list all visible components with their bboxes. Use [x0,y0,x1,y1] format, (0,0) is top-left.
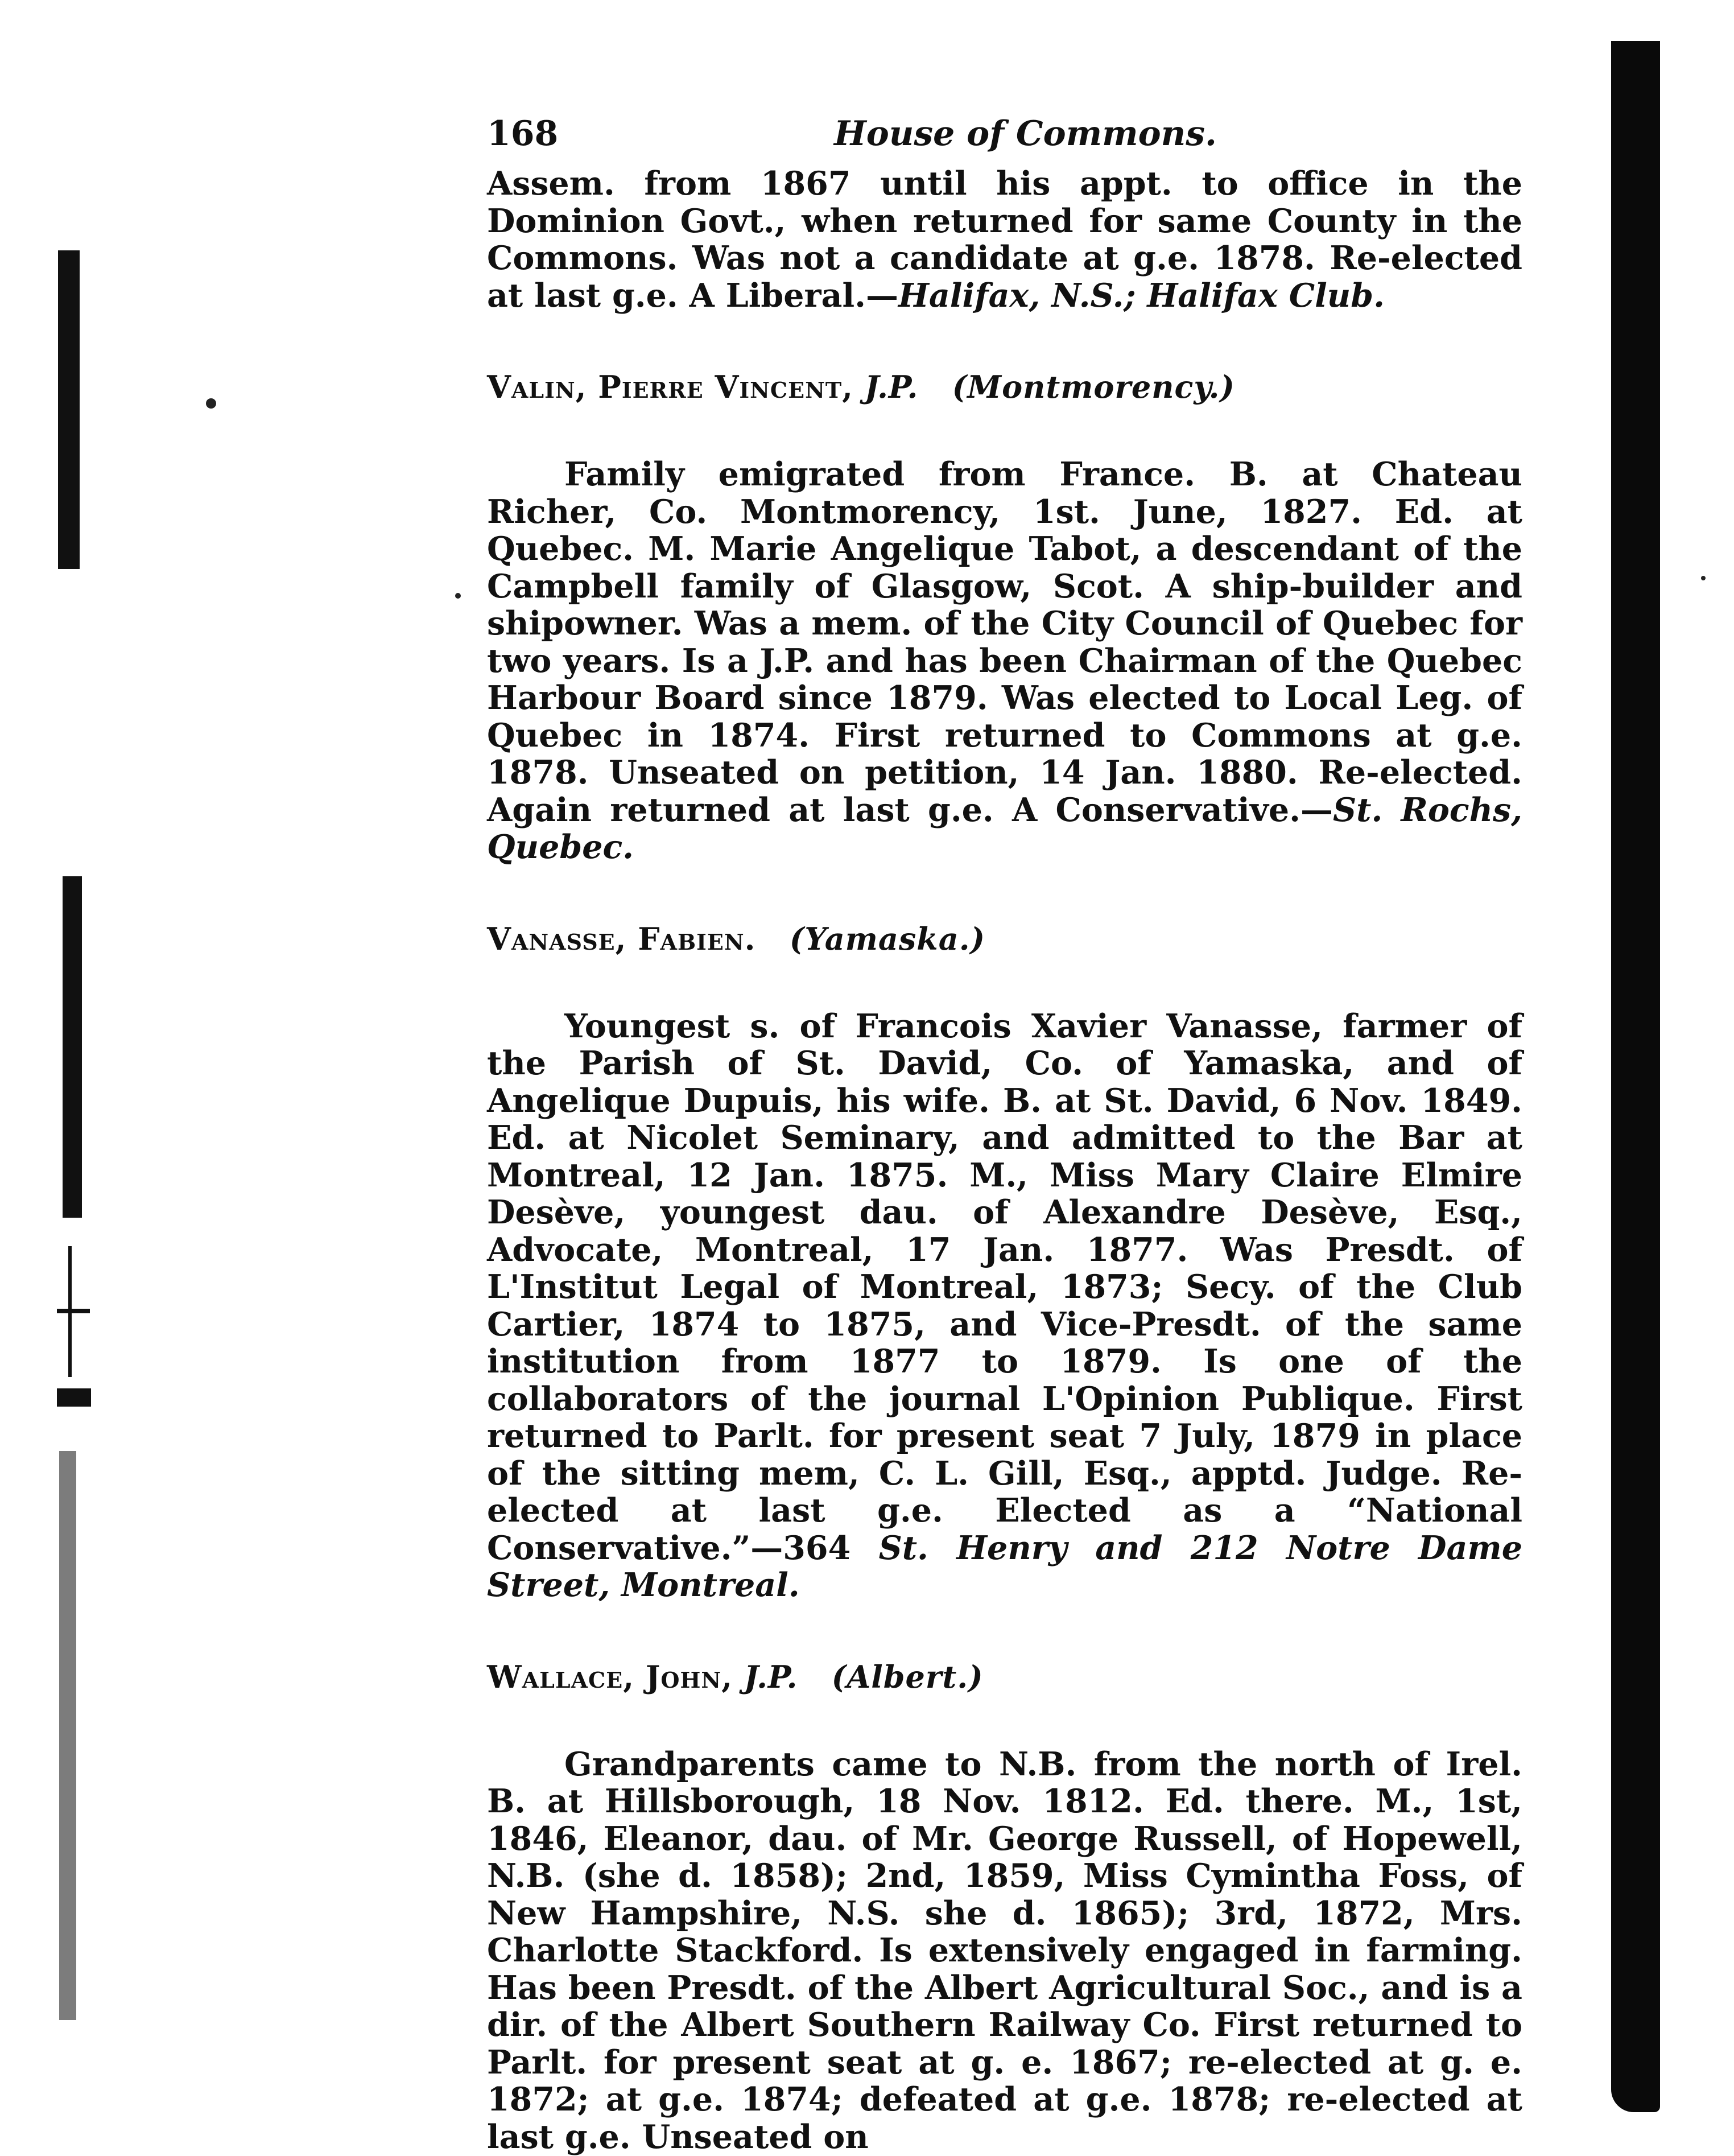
member-title: J.P. [744,1658,798,1695]
biography-address: St. Henry and 212 Notre Dame Street, Montreal. [487,1528,1522,1604]
scan-mark-left-4 [57,1309,90,1313]
scan-border-right [1611,41,1660,2112]
constituency: (Albert.) [831,1658,984,1695]
biography-text: Family emigrated from France. B. at Chateau Richer, Co. Montmorency, 1st. June, 1827. Ed. at Quebec. M. Marie Angelique Tabot, a descendant of the Campbell family of Glasgow, Scot. A ship-builder and shipowner. Was a mem. of the City Council of Quebec for two years. Is a J.P. and has been Chairman of the Quebec Harbour Board since 1879. Was elected to Local Leg. of Quebec in 1874. First returned to Commons at g.e. 1878. Unseated on petition, 14 Jan. 1880. Re-elected. Again returned at last g.e. A Conservative.— [487,455,1522,829]
continuation-address: Halifax, N.S.; Halifax Club. [898,276,1385,315]
member-name: Valin, Pierre Vincent, [487,369,853,405]
biography-text: Youngest s. of Francois Xavier Vanasse, farmer of the Parish of St. David, Co. of Yamaska, and of Angelique Dupuis, his wife. B. at St. David, 6 Nov. 1849. Ed. at Nicolet Seminary, and admitted to the Bar at Montreal, 12 Jan. 1875. M., Miss Mary Claire Elmire Desève, youngest dau. of Alexandre Desève, Esq., Advocate, Montreal, 17 Jan. 1877. Was Presdt. of L'Institut Legal of Montreal, 1873; Secy. of the Club Cartier, 1874 to 1875, and Vice-Presdt. of the same institution from 1877 to 1879. Is one of the collaborators of the journal L'Opinion Publique. First returned to Parlt. for present seat 7 July, 1879 in place of the sitting mem, C. L. Gill, Esq., apptd. Judge. Re-elected at last g.e. Elected as a “National Conservative.”—364 [487,1007,1522,1567]
page-content [487,114,1522,2155]
scan-speck-3 [1701,576,1706,580]
scan-mark-left-2 [63,876,82,1218]
biography-address: St. Rochs, Quebec. [487,790,1522,866]
continuation-paragraph [487,165,1522,314]
biography-text: Grandparents came to N.B. from the north of Irel. B. at Hillsborough, 18 Nov. 1812. Ed. there. M., 1st, 1846, Eleanor, dau. of Mr. George Russell, of Hopewell, N.B. (she d. 1858); 2nd, 1859, Miss Cymintha Foss, of New Hampshire, N.S. she d. 1865); 3rd, 1872, Mrs. Charlotte Stackford. Is extensively engaged in farming. Has been Presdt. of the Albert Agricultural Soc., and is a dir. of the Albert Southern Railway Co. First returned to Parlt. for present seat at g. e. 1867; re-elected at g. e. 1872; at g.e. 1874; defeated at g.e. 1878; re-elected at last g.e. Unseated on [487,1745,1522,2156]
running-head-title: House of Commons. [834,114,1217,154]
entry-biography [487,1746,1522,2156]
running-head [487,114,1522,165]
entry-biography [487,1008,1522,1604]
scan-speck-2 [455,593,461,599]
continuation-text: Assem. from 1867 until his appt. to office in the Dominion Govt., when returned for same County in the Commons. Was not a candidate at g.e. 1878. Re-elected at last g.e. A Liberal.— [487,164,1522,315]
entry-biography [487,456,1522,866]
page-number: 168 [487,114,559,154]
member-name: Vanasse, Fabien. [487,920,756,957]
scan-mark-left-6 [59,1451,76,2020]
scan-mark-left-5 [57,1388,91,1407]
member-name: Wallace, John, [487,1658,733,1695]
scan-mark-left-1 [58,250,80,569]
member-title: J.P. [864,369,919,405]
constituency: (Montmorency.) [952,369,1235,405]
entry-heading [487,1659,1522,1696]
constituency: (Yamaska.) [789,920,986,957]
entry-heading [487,921,1522,958]
scan-speck-1 [206,398,216,409]
entry-heading [487,369,1522,406]
